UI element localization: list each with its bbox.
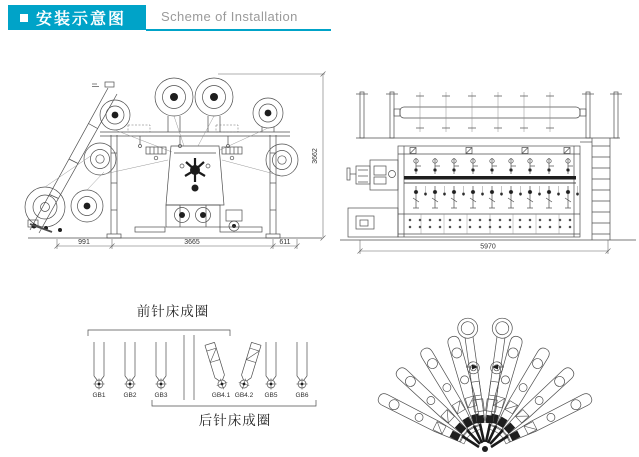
guide-bars — [94, 342, 308, 391]
header-underline — [146, 29, 331, 31]
warp-beams — [25, 78, 298, 227]
end-posts — [356, 92, 622, 138]
front-bed-bracket — [88, 330, 230, 336]
top-rail — [100, 125, 290, 148]
ladder — [580, 138, 610, 240]
front-view-drawing — [340, 84, 638, 262]
drive-assembly — [347, 160, 398, 237]
side-view-dimensions — [55, 72, 326, 250]
yarn-paths — [45, 116, 282, 190]
back-bed-bracket — [152, 400, 316, 406]
section-title-cn: 安装示意图 — [36, 11, 127, 28]
dim-side-height: 3662 — [312, 148, 319, 164]
back-bed-label: 后针床成圈 — [198, 413, 272, 428]
dim-side-center: 3665 — [184, 239, 200, 246]
top-beam — [394, 92, 586, 132]
looping-diagram — [78, 296, 333, 436]
guide-bar-label: GB3 — [154, 392, 168, 399]
front-bed-label: 前针床成圈 — [136, 304, 210, 319]
guide-bar-label: GB6 — [295, 392, 309, 399]
guide-bar-label: GB5 — [264, 392, 278, 399]
side-view-drawing — [22, 58, 330, 258]
guide-bar-label: GB1 — [92, 392, 106, 399]
dim-side-right: 611 — [279, 239, 291, 246]
section-title-en: Scheme of Installation — [161, 9, 298, 24]
guide-bar-label: GB2 — [123, 392, 137, 399]
dim-side-left: 991 — [78, 239, 90, 246]
bullet-square-icon — [20, 14, 28, 22]
pivot-cluster — [462, 424, 508, 447]
section-title-box — [8, 5, 146, 30]
pivot-point — [482, 446, 488, 452]
dim-front-width: 5970 — [480, 243, 496, 251]
guide-bar-label: GB4.2 — [234, 392, 254, 399]
guide-bar-fan-diagram — [358, 287, 630, 457]
knitting-head — [135, 146, 262, 232]
guide-bar-label: GB4.1 — [211, 392, 231, 399]
fan-arms — [376, 335, 594, 446]
